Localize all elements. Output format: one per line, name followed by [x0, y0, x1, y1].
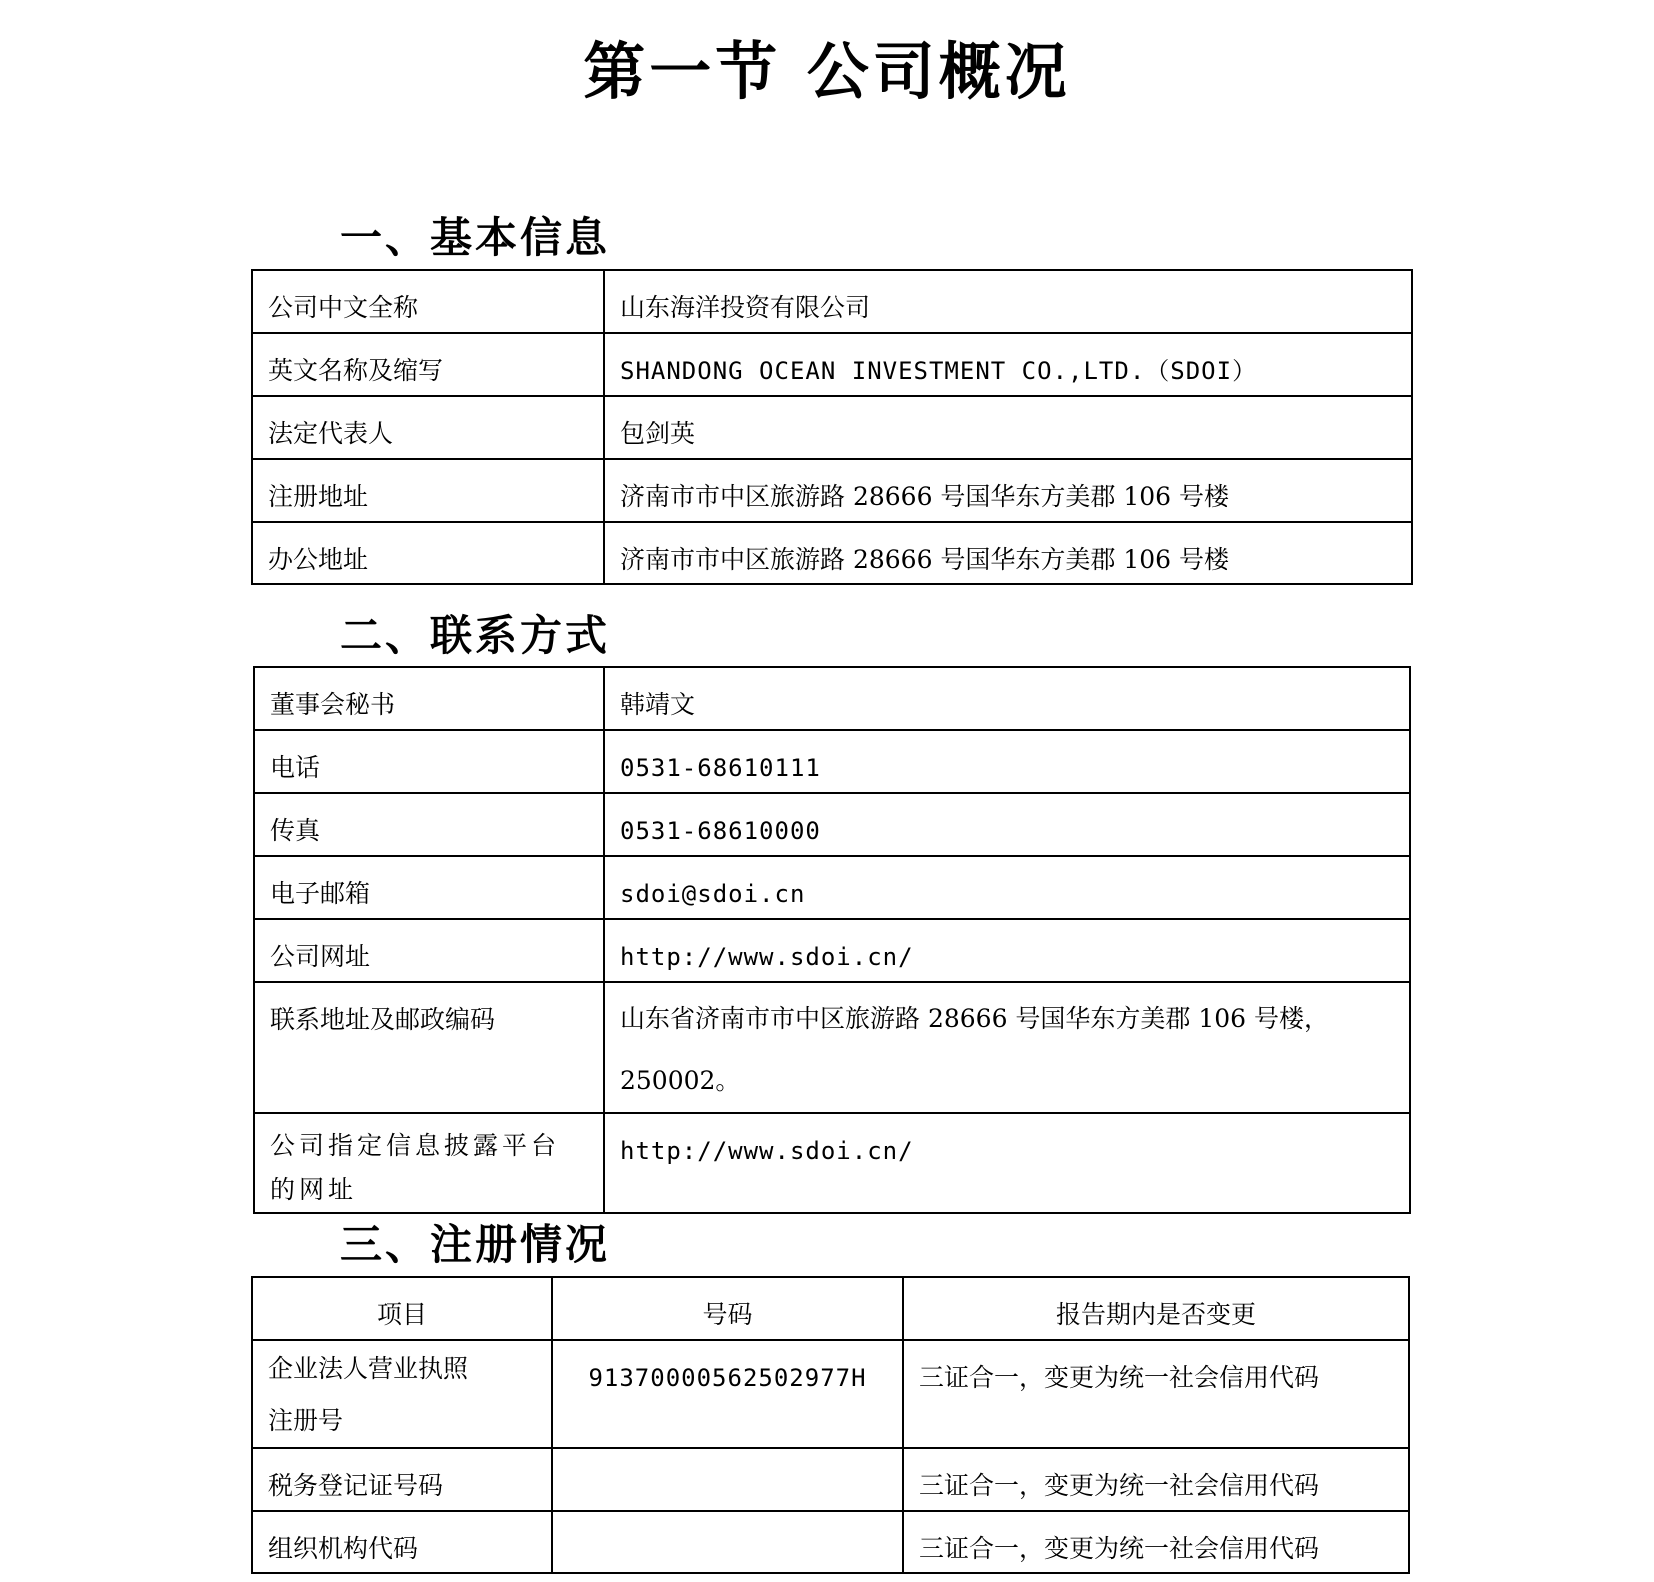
- row-label: 传真: [254, 793, 604, 856]
- row-item: 税务登记证号码: [252, 1448, 552, 1511]
- registration-table: [251, 1276, 1410, 1574]
- header-number: 号码: [552, 1277, 903, 1340]
- section-title-contact: 二、联系方式: [340, 611, 611, 660]
- row-number: [552, 1448, 903, 1511]
- table-row: [252, 396, 1412, 459]
- header-item: 项目: [252, 1277, 552, 1340]
- row-changed: 三证合一，变更为统一社会信用代码: [903, 1511, 1409, 1573]
- row-label: 公司网址: [254, 919, 604, 982]
- row-value: http://www.sdoi.cn/: [604, 1113, 1410, 1213]
- table-row: [252, 1511, 1409, 1573]
- row-changed: 三证合一，变更为统一社会信用代码: [903, 1340, 1409, 1448]
- item-line: 企业法人营业执照: [268, 1354, 469, 1383]
- row-label: 办公地址: [252, 522, 604, 584]
- table-row: [254, 919, 1410, 982]
- row-label: 董事会秘书: [254, 667, 604, 730]
- row-changed: 三证合一，变更为统一社会信用代码: [903, 1448, 1409, 1511]
- table-row: [252, 1340, 1409, 1448]
- row-label: 联系地址及邮政编码: [254, 982, 604, 1113]
- item-line: 注册号: [268, 1406, 344, 1435]
- table-row: [252, 333, 1412, 396]
- table-row: [254, 982, 1410, 1113]
- row-value: 韩靖文: [604, 667, 1410, 730]
- row-value: 包剑英: [604, 396, 1412, 459]
- row-label: 电子邮箱: [254, 856, 604, 919]
- label-line: 的网址: [270, 1175, 358, 1204]
- section-title-registration: 三、注册情况: [340, 1220, 611, 1269]
- row-label: 注册地址: [252, 459, 604, 522]
- row-value: SHANDONG OCEAN INVESTMENT CO.,LTD.（SDOI）: [604, 333, 1412, 396]
- row-number: [552, 1511, 903, 1573]
- value-line: 山东省济南市市中区旅游路 28666 号国华东方美郡 106 号楼，: [620, 1004, 1330, 1033]
- row-label: 法定代表人: [252, 396, 604, 459]
- basic-info-table: [251, 269, 1413, 585]
- table-row: [254, 1113, 1410, 1213]
- row-value: 0531-68610111: [604, 730, 1410, 793]
- value-line: 250002。: [620, 1066, 741, 1095]
- row-number: 91370000562502977H: [552, 1340, 903, 1448]
- row-item: [252, 1340, 552, 1448]
- row-label: 电话: [254, 730, 604, 793]
- row-value: 济南市市中区旅游路 28666 号国华东方美郡 106 号楼: [604, 522, 1412, 584]
- table-row: [252, 459, 1412, 522]
- table-row: [254, 793, 1410, 856]
- section-title-basic-info: 一、基本信息: [340, 213, 611, 262]
- row-label: 公司中文全称: [252, 270, 604, 333]
- row-value: 济南市市中区旅游路 28666 号国华东方美郡 106 号楼: [604, 459, 1412, 522]
- page-title: 第一节 公司概况: [583, 35, 1071, 108]
- row-item: 组织机构代码: [252, 1511, 552, 1573]
- table-row: [254, 667, 1410, 730]
- header-changed: 报告期内是否变更: [903, 1277, 1409, 1340]
- table-row: [252, 522, 1412, 584]
- table-header-row: [252, 1277, 1409, 1340]
- row-value: 0531-68610000: [604, 793, 1410, 856]
- table-row: [254, 856, 1410, 919]
- label-line: 公司指定信息披露平台: [270, 1131, 561, 1160]
- row-value: sdoi@sdoi.cn: [604, 856, 1410, 919]
- row-value: http://www.sdoi.cn/: [604, 919, 1410, 982]
- row-label: 英文名称及缩写: [252, 333, 604, 396]
- contact-table: [253, 666, 1411, 1214]
- row-value: 山东海洋投资有限公司: [604, 270, 1412, 333]
- table-row: [252, 1448, 1409, 1511]
- row-label: [254, 1113, 604, 1213]
- table-row: [254, 730, 1410, 793]
- row-value: [604, 982, 1410, 1113]
- table-row: [252, 270, 1412, 333]
